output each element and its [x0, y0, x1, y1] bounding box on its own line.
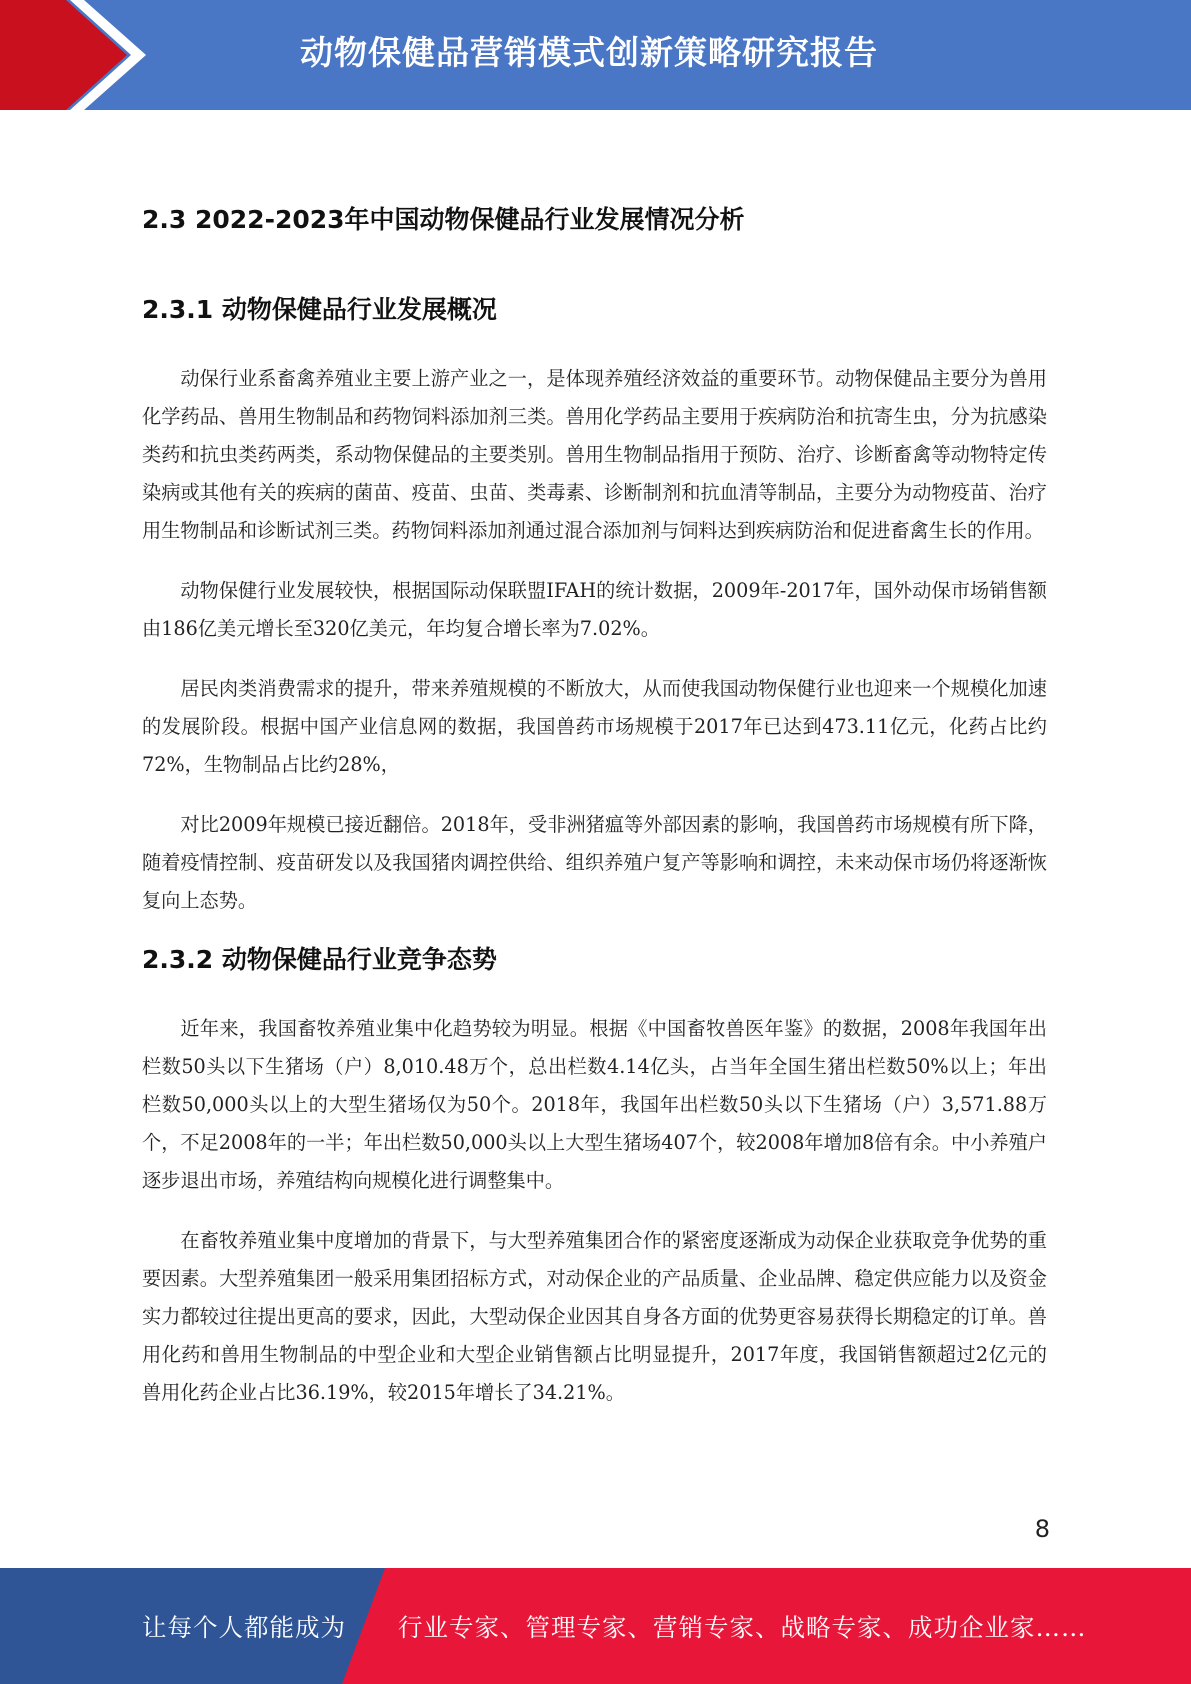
- page-number: 8: [1034, 1515, 1050, 1543]
- section-heading-2-3: 2.3 2022-2023年中国动物保健品行业发展情况分析: [142, 205, 745, 234]
- paragraph: 在畜牧养殖业集中度增加的背景下，与大型养殖集团合作的紧密度逐渐成为动保企业获取竞争优势的重要因素。大型养殖集团一般采用集团招标方式，对动保企业的产品质量、企业品牌、稳定供应能力以及资金实力都较过往提出更高的要求，因此，大型动保企业因其自身各方面的优势更容易获得长期稳定的订单。兽用化药和兽用生物制品的中型企业和大型企业销售额占比明显提升，2017年度，我国销售额超过2亿元的兽用化药企业占比36.19%，较2015年增长了34.21%。: [142, 1229, 1047, 1404]
- subsection-heading-2-3-2: 2.3.2 动物保健品行业竞争态势: [142, 945, 497, 974]
- header-banner: [0, 0, 1191, 110]
- footer-slogan-right: 行业专家、管理专家、营销专家、战略专家、成功企业家……: [398, 1613, 1087, 1642]
- paragraph: 居民肉类消费需求的提升，带来养殖规模的不断放大，从而使我国动物保健行业也迎来一个规模化加速的发展阶段。根据中国产业信息网的数据，我国兽药市场规模于2017年已达到473.11亿元，化药占比约72%，生物制品占比约28%，: [142, 677, 1047, 776]
- page-content: [142, 195, 1047, 1412]
- red-arrow-decoration: [0, 0, 160, 110]
- subsection-heading-2-3-1: 2.3.1 动物保健品行业发展概况: [142, 295, 497, 324]
- paragraph: 动物保健行业发展较快，根据国际动保联盟IFAH的统计数据，2009年-2017年，国外动保市场销售额由186亿美元增长至320亿美元，年均复合增长率为7.02%。: [142, 579, 1047, 640]
- paragraph: 近年来，我国畜牧养殖业集中化趋势较为明显。根据《中国畜牧兽医年鉴》的数据，2008年我国年出栏数50头以下生猪场（户）8,010.48万个，总出栏数4.14亿头，占当年全国生猪出栏数50%以上；年出栏数50,000头以上的大型生猪场仅为50个。2018年，我国年出栏数50头以下生猪场（户）3,571.88万个，不足2008年的一半；年出栏数50,000头以上大型生猪场407个，较2008年增加8倍有余。中小养殖户逐步退出市场，养殖结构向规模化进行调整集中。: [142, 1017, 1047, 1192]
- footer-banner: [0, 1568, 1191, 1684]
- footer-slogan-left: 让每个人都能成为: [142, 1613, 346, 1642]
- paragraph: 对比2009年规模已接近翻倍。2018年，受非洲猪瘟等外部因素的影响，我国兽药市场规模有所下降，随着疫情控制、疫苗研发以及我国猪肉调控供给、组织养殖户复产等影响和调控，未来动保市场仍将逐渐恢复向上态势。: [142, 813, 1047, 912]
- report-title: 动物保健品营销模式创新策略研究报告: [300, 33, 878, 72]
- paragraph: 动保行业系畜禽养殖业主要上游产业之一，是体现养殖经济效益的重要环节。动物保健品主要分为兽用化学药品、兽用生物制品和药物饲料添加剂三类。兽用化学药品主要用于疾病防治和抗寄生虫，分为抗感染类药和抗虫类药两类，系动物保健品的主要类别。兽用生物制品指用于预防、治疗、诊断畜禽等动物特定传染病或其他有关的疾病的菌苗、疫苗、虫苗、类毒素、诊断制剂和抗血清等制品，主要分为动物疫苗、治疗用生物制品和诊断试剂三类。药物饲料添加剂通过混合添加剂与饲料达到疾病防治和促进畜禽生长的作用。: [142, 367, 1047, 542]
